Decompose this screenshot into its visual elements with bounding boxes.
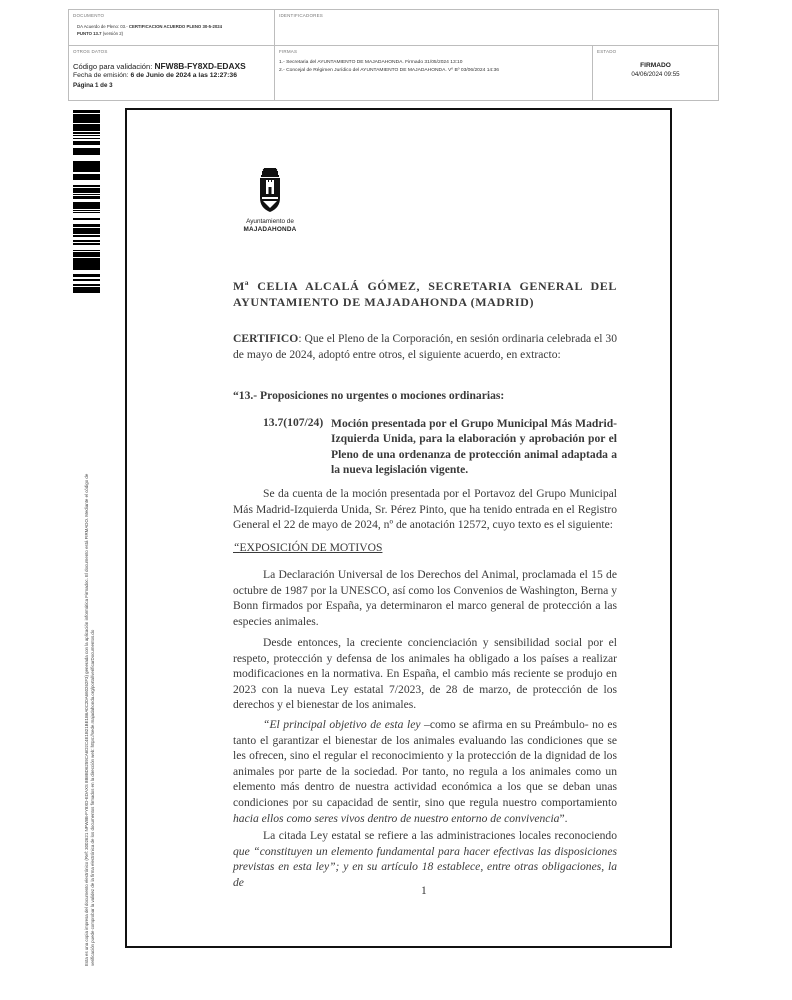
exposicion-heading: “EXPOSICIÓN DE MOTIVOS <box>233 541 383 554</box>
page-count: Página 1 de 3 <box>73 82 113 89</box>
motion-title: Moción presentada por el Grupo Municipal Más Madrid-Izquierda Unida, para la elaboración y aprobación por el Pleno de una ordenanza de protección animal adaptada a la nueva legislación vigente. <box>331 417 617 477</box>
document-point: PUNTO 13.7 (versión 2) <box>77 31 124 36</box>
section-13-title: “13.- Proposiciones no urgentes o mociones ordinarias: <box>233 389 505 402</box>
otros-datos-cell <box>69 46 275 100</box>
signature-1: 1.- Secretaria del AYUNTAMIENTO DE MAJADAHONDA. Firmado 31/05/2024 13:10 <box>279 60 463 65</box>
paragraph-concienciacion: Desde entonces, la creciente concienciación y sensibilidad social por el respeto, protección y defensa de los animales ha obligado a los países a realizar modificaciones en la normativa. En España, el cambio más reciente se produjo en 2023 con la nueva Ley estatal 7/2023, de 28 de marzo, de protección de los derechos y el bienestar de los animales. <box>233 636 617 712</box>
paragraph-declaracion: La Declaración Universal de los Derechos del Animal, proclamada el 15 de octubre de 1987 por la UNESCO, así como los Convenios de Washington, Berna y Bonn firmados por España, ya determinaron el marco general de protección a las especies animales. <box>233 568 617 628</box>
estado-cell <box>593 46 718 100</box>
signature-2: 2.- Concejal de Régimen Jurídico del AYUNTAMIENTO DE MAJADAHONDA. Vº Bº 03/06/2024 14:36 <box>279 68 499 73</box>
majadahonda-crest-icon <box>255 168 285 214</box>
certifico-paragraph: CERTIFICO: Que el Pleno de la Corporación, en sesión ordinaria celebrada el 30 de mayo de 2024, adoptó entre otros, el siguiente acuerdo, en extracto: <box>233 332 617 361</box>
logo-line-2: MAJADAHONDA <box>243 226 297 233</box>
documento-cell <box>69 10 275 46</box>
verification-text-1: Esta es una copia impresa del documento electrónico (Ref: 3002621 NFW8B-FY8XD-EDAXS 8B8BD6259CA6D2C4E1B21BE1B6A0C20A660262F3) generada con la aplicación informática Firmadoc. El documento está FIRMADO. Mediante el código de <box>84 473 89 966</box>
otros-datos-label: OTROS DATOS <box>73 49 108 54</box>
paragraph-objetivo-ley: “El principal objetivo de esta ley –como se afirma en su Preámbulo- no es tanto el garantizar el bienestar de los animales evaluando las condiciones que se les ofrecen, sino el regular el reconocimiento y la protección de la dignidad de los animales por parte de la sociedad. Por tanto, no regula a los animales como un elemento más dentro de nuestra actividad económica a los que se deban unas condiciones por su capacidad de sentir, sino que regula nuestro comportamiento hacia ellos como seres vivos dentro de nuestro entorno de convivencia”. <box>233 718 617 825</box>
emission-date: Fecha de emisión: 6 de Junio de 2024 a las 12:27:36 <box>73 72 237 79</box>
documento-label: DOCUMENTO <box>73 13 105 18</box>
firmas-label: FIRMAS <box>279 49 298 54</box>
municipality-logo-text <box>220 218 320 234</box>
certifico-label: CERTIFICO <box>233 332 299 345</box>
identificadores-label: IDENTIFICADORES <box>279 13 324 18</box>
motion-number: 13.7(107/24) <box>263 416 324 429</box>
estado-label: ESTADO <box>597 49 617 54</box>
logo-line-1: Ayuntamiento de <box>246 218 294 225</box>
barcode <box>73 110 100 293</box>
validation-code[interactable]: Código para validación: NFW8B-FY8XD-EDAXS <box>73 61 246 71</box>
certifier-heading: Mª CELIA ALCALÁ GÓMEZ, SECRETARIA GENERAL DEL AYUNTAMIENTO DE MAJADAHONDA (MADRID) <box>233 279 617 309</box>
paragraph-moción-intro: Se da cuenta de la moción presentada por el Portavoz del Grupo Municipal Más Madrid-Izquierda Unida, Sr. Pérez Pinto, que ha tenido entrada en el Registro General el 22 de mayo de 2024, nº de anotación 12572, cuyo texto es el siguiente: <box>233 487 617 532</box>
verification-text-2[interactable]: verificación puede comprobar la validez de la firma electrónica de los documentos firmados en la dirección web: https://sede.majadahonda.org/portal/verificarDocumentos.do <box>90 629 95 966</box>
status-value: FIRMADO <box>640 62 671 69</box>
firmas-cell <box>275 46 593 100</box>
document-name: DA Acuerdo de Pleno: 03.- CERTIFICACION ACUERDO PLENO 30-5-2024 <box>77 24 223 29</box>
paragraph-administraciones: La citada Ley estatal se refiere a las administraciones locales reconociendo que “constituyen un elemento fundamental para hacer efectivas las disposiciones previstas en esta ley”; y en su artículo 18 establece, entre otras obligaciones, la de <box>233 829 617 889</box>
document-header-table <box>68 9 719 101</box>
status-date: 04/06/2024 09:55 <box>631 71 680 78</box>
page-number: 1 <box>421 885 427 897</box>
identificadores-cell <box>275 10 718 46</box>
